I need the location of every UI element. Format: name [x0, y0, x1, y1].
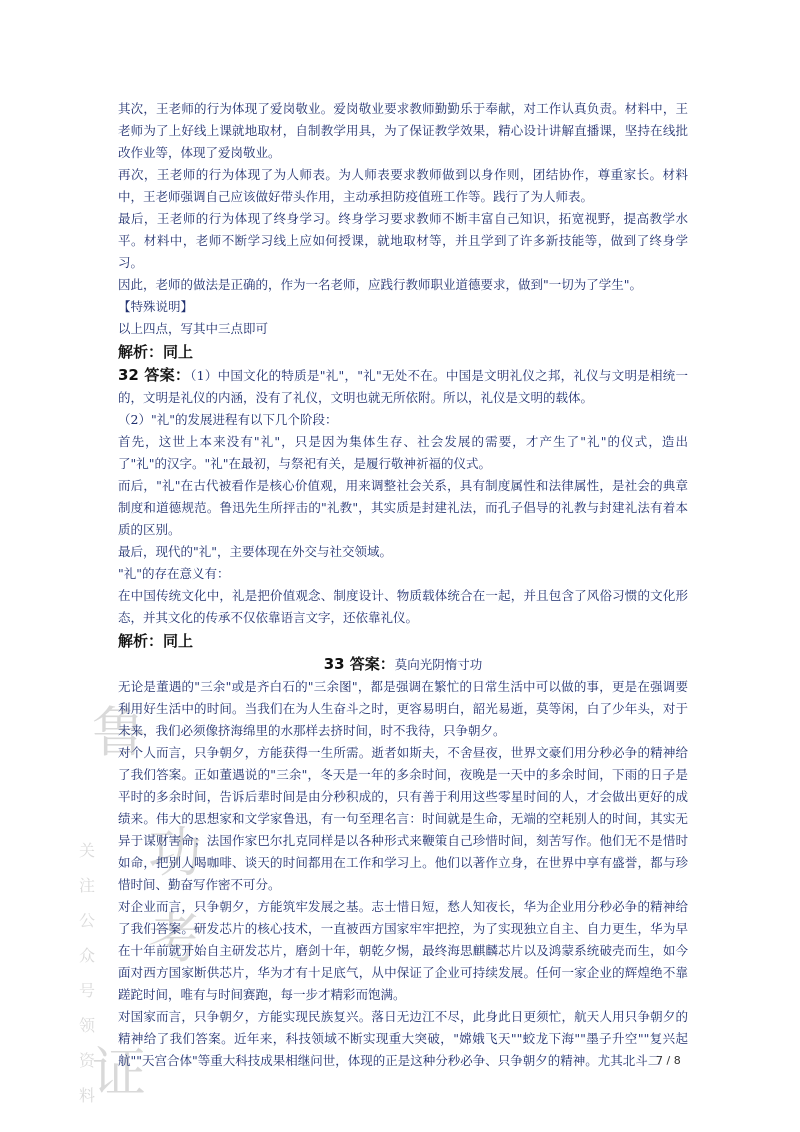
watermark-column: [76, 838, 98, 1118]
paragraph: 再次，王老师的行为体现了为人师表。为人师表要求教师做到以身作则，团结协作，尊重家长。材料中，王老师强调自己应该做好带头作用，主动承担防疫值班工作等。践行了为人师表。: [118, 167, 688, 204]
watermark-column-char: 公: [78, 911, 95, 930]
watermark-char-4: 证: [92, 1041, 146, 1104]
watermark-char-3: 考: [148, 907, 202, 970]
q33-answer-label: 33 答案：: [323, 655, 395, 673]
paragraph: 因此，老师的做法是正确的，作为一名老师，应践行教师职业道德要求，做到"一切为了学生"。: [118, 277, 643, 292]
watermark-column-char: 料: [78, 1086, 95, 1105]
analysis-heading: 解析：同上: [118, 343, 194, 361]
watermark-column-char: 号: [78, 981, 95, 1000]
paragraph: 无论是董遇的"三余"或是齐白石的"三余图"，都是强调在繁忙的日常生活中可以做的事，更是在强调要利用好生活中的时间。当我们在为人生奋斗之时，更容易明白，韶光易逝，莫等闲，白了少年头，对于未来，我们必须像挤海绵里的水那样去挤时间，时不我待，只争朝夕。: [118, 679, 688, 738]
paragraph: 对个人而言，只争朝夕，方能获得一生所需。逝者如斯夫，不舍昼夜，世界文豪们用分秒必争的精神给了我们答案。正如董遇说的"三余"，冬天是一年的多余时间，夜晚是一天中的多余时间，下雨的日子是平时的多余时间，告诉后辈时间是由分秒积成的，只有善于利用这些零星时间的人，才会做出更好的成绩来。伟大的思想家和文学家鲁迅，有一句至理名言：时间就是生命，无端的空耗别人的时间，其实无异于谋财害命；法国作家巴尔扎克同样是以各种形式来鞭策自己珍惜时间，刻苦写作。他们无不是惜时如命，把别人喝咖啡、谈天的时间都用在工作和学习上。他们以著作立身，在世界中享有盛誉，都与珍惜时间、勤奋写作密不可分。: [118, 745, 688, 892]
watermark-column-char: 注: [78, 876, 95, 895]
paragraph: 对企业而言，只争朝夕，方能筑牢发展之基。志士惜日短，愁人知夜长，华为企业用分秒必争的精神给了我们答案。研发芯片的核心技术，一直被西方国家牢牢把控，为了实现独立自主、自力更生，华为早在十年前就开始自主研发芯片，磨剑十年，朝乾夕惕，最终海思麒麟芯片以及鸿蒙系统破壳而生，如今面对西方国家断供芯片，华为才有十足底气，从中保证了企业可持续发展。任何一家企业的辉煌绝不靠蹉跎时间，唯有与时间赛跑，每一步才精彩而饱满。: [118, 899, 688, 1002]
page-number: 7 / 8: [656, 1054, 681, 1067]
paragraph: 对国家而言，只争朝夕，方能实现民族复兴。落日无边江不尽，此身此日更须忙，航天人用只争朝夕的精神给了我们答案。近年来，科技领域不断实现重大突破，"嫦娥飞天""蛟龙下海""墨子升空""复兴起航""天宫合体"等重大科技成果相继问世，体现的正是这种分秒必争、只争朝夕的精神。尤其北斗二: [118, 1009, 688, 1068]
paragraph: 而后，"礼"在古代被看作是核心价值观，用来调整社会关系，具有制度属性和法律属性，是社会的典章制度和道德规范。鲁迅先生所抨击的"礼教"，其实质是封建礼法，而孔子倡导的礼教与封建礼法有着本质的区别。: [118, 478, 688, 537]
special-note-text: 以上四点，写其中三点即可: [118, 321, 269, 336]
q32-answer-intro: [118, 364, 688, 409]
watermark-column-char: 众: [78, 946, 95, 965]
main-content: [118, 98, 688, 1072]
paragraph: 在中国传统文化中，礼是把价值观念、制度设计、物质载体统合在一起，并且包含了风俗习惯的文化形态，并其文化的传承不仅依靠语言文字，还依靠礼仪。: [118, 588, 688, 625]
paragraph: 最后，王老师的行为体现了终身学习。终身学习要求教师不断丰富自己知识，拓宽视野，提高教学水平。材料中，老师不断学习线上应如何授课，就地取材等，并且学到了许多新技能等，做到了终身学习。: [118, 211, 688, 270]
paragraph: （2）"礼"的发展进程有以下几个阶段：: [118, 412, 338, 427]
watermark-column-char: 资: [78, 1051, 95, 1070]
q33-answer-heading: [118, 653, 688, 676]
paragraph: 首先，这世上本来没有"礼"，只是因为集体生存、社会发展的需要，才产生了"礼"的仪式，造出了"礼"的汉字。"礼"在最初，与祭祀有关，是履行敬神祈福的仪式。: [118, 434, 688, 471]
watermark-char-2: 功: [148, 821, 202, 884]
essay-title: 莫向光阴惰寸功: [394, 657, 483, 672]
watermark-column-char: 领: [78, 1016, 95, 1035]
watermark-column-char: 关: [78, 841, 95, 860]
analysis-heading: 解析：同上: [118, 632, 194, 650]
watermark-char-1: 鲁: [92, 701, 146, 764]
paragraph: "礼"的存在意义有：: [118, 566, 230, 581]
paragraph: 其次，王老师的行为体现了爱岗敬业。爱岗敬业要求教师勤勤乐于奉献，对工作认真负责。材料中，王老师为了上好线上课就地取材，自制教学用具，为了保证教学效果，精心设计讲解直播课，坚持在线批改作业等，体现了爱岗敬业。: [118, 101, 688, 160]
q32-answer-label: 32 答案：: [118, 366, 191, 384]
special-note-label: 【特殊说明】: [118, 299, 194, 314]
paragraph: 最后，现代的"礼"，主要体现在外交与社交领域。: [118, 544, 392, 559]
q32-p1: （1）中国文化的特质是"礼"，"礼"无处不在。中国是文明礼仪之邦，礼仪与文明是相统一的，文明是礼仪的内涵，没有了礼仪，文明也就无所依附。所以，礼仪是文明的载体。: [118, 368, 688, 405]
